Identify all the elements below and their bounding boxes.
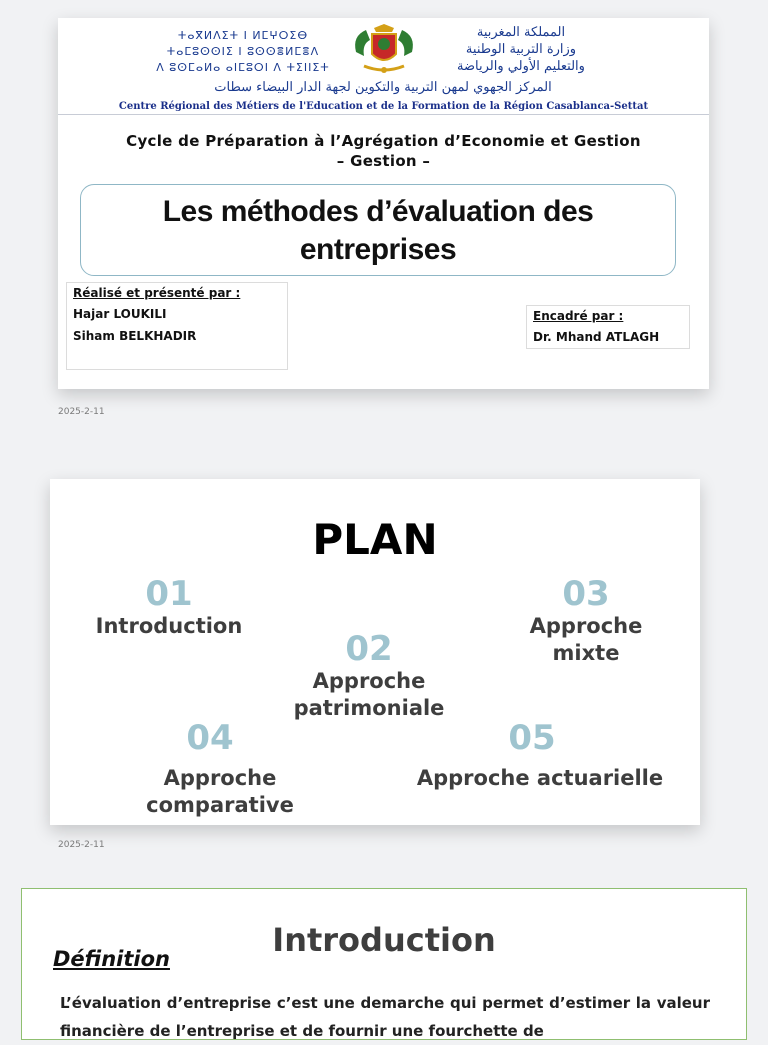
plan-item-label: Introduction <box>95 614 243 638</box>
title-slide <box>58 18 709 389</box>
moroccan-emblem-logo <box>346 22 422 78</box>
plan-item-number: 02 <box>345 629 393 669</box>
label-line: comparative <box>146 793 294 817</box>
cycle-heading <box>78 131 689 171</box>
supervisor-box <box>526 305 690 349</box>
plan-item-introduction <box>69 575 269 640</box>
presenter-name: Hajar LOUKILI <box>73 307 167 321</box>
supervised-label: Encadré par : <box>533 309 624 323</box>
header-divider <box>58 114 709 115</box>
arabic-centre-name: المركز الجهوي لمهن التربية والتكوين لجهة الدار البيضاء سطات <box>214 80 552 95</box>
plan-item-label: Approche actuarielle <box>416 766 664 790</box>
tifinagh-line: ⵜⴰⵎⵓⵙⵙⵏⵉ ⵏ ⵓⵙⵙⴻⵍⵎⴻⴷ <box>166 45 320 58</box>
plan-item-number: 03 <box>562 574 610 614</box>
cycle-line: Cycle de Préparation à l’Agrégation d’Economie et Gestion <box>126 132 641 150</box>
definition-heading: Définition <box>53 947 170 971</box>
introduction-slide <box>21 888 747 1040</box>
centre-name: Centre Régional des Métiers de l'Education et de la Formation de la Région Casablanca-Settat <box>118 101 649 112</box>
definition-text: L’évaluation d’entreprise c’est une demarche qui permet d’estimer la valeur financière de l’entreprise et de fournir une fourchette de <box>60 994 710 1040</box>
presenter-name: Siham BELKHADIR <box>73 329 197 343</box>
institution-header <box>58 18 709 116</box>
label-line: mixte <box>552 641 620 665</box>
plan-title: PLAN <box>312 515 438 564</box>
label-line: Approche <box>163 766 277 790</box>
tifinagh-line: ⴷ ⵓⵙⵎⴰⵍⴰ ⴰⵏⵎⵓⵔⵏ ⴷ ⵜⵉⵏⵏⵉⵜ <box>156 61 330 74</box>
plan-item-label <box>120 765 320 819</box>
label-line: patrimoniale <box>293 696 445 720</box>
plan-slide <box>50 479 700 825</box>
slide-date: 2025-2-11 <box>58 407 105 417</box>
tifinagh-header <box>153 28 333 76</box>
title-line: Les méthodes d’évaluation des <box>162 195 594 228</box>
plan-item-number: 01 <box>145 574 193 614</box>
presentation-title-box <box>80 184 676 276</box>
slide-date: 2025-2-11 <box>58 840 105 850</box>
tifinagh-line: ⵜⴰⴳⵍⴷⵉⵜ ⵏ ⵍⵎⵖⵔⵉⴱ <box>177 29 309 42</box>
plan-item-number: 05 <box>508 718 556 758</box>
plan-item-label <box>269 668 469 722</box>
cycle-subline: – Gestion – <box>336 152 431 170</box>
arabic-line: والتعليم الأولي والرياضة <box>457 59 585 74</box>
plan-item-actuarielle-number <box>432 719 632 757</box>
arabic-line: وزارة التربية الوطنية <box>465 42 577 57</box>
arabic-line: المملكة المغربية <box>476 25 566 40</box>
label-line: Approche <box>529 614 643 638</box>
plan-item-number: 04 <box>186 718 234 758</box>
plan-item-actuarielle <box>400 765 680 792</box>
label-line: Approche <box>312 669 426 693</box>
arabic-header <box>426 24 616 75</box>
title-line: entreprises <box>299 233 457 266</box>
supervisor-name: Dr. Mhand ATLAGH <box>533 330 660 344</box>
plan-item-comparative <box>120 765 320 819</box>
introduction-title: Introduction <box>272 921 496 959</box>
plan-item-label <box>486 613 686 667</box>
plan-item-mixte <box>486 575 686 667</box>
plan-item-patrimoniale <box>269 630 469 722</box>
presentation-title <box>81 193 675 269</box>
presenters-box <box>66 282 288 370</box>
presented-label: Réalisé et présenté par : <box>73 286 241 300</box>
plan-item-comparative-number <box>110 719 310 757</box>
